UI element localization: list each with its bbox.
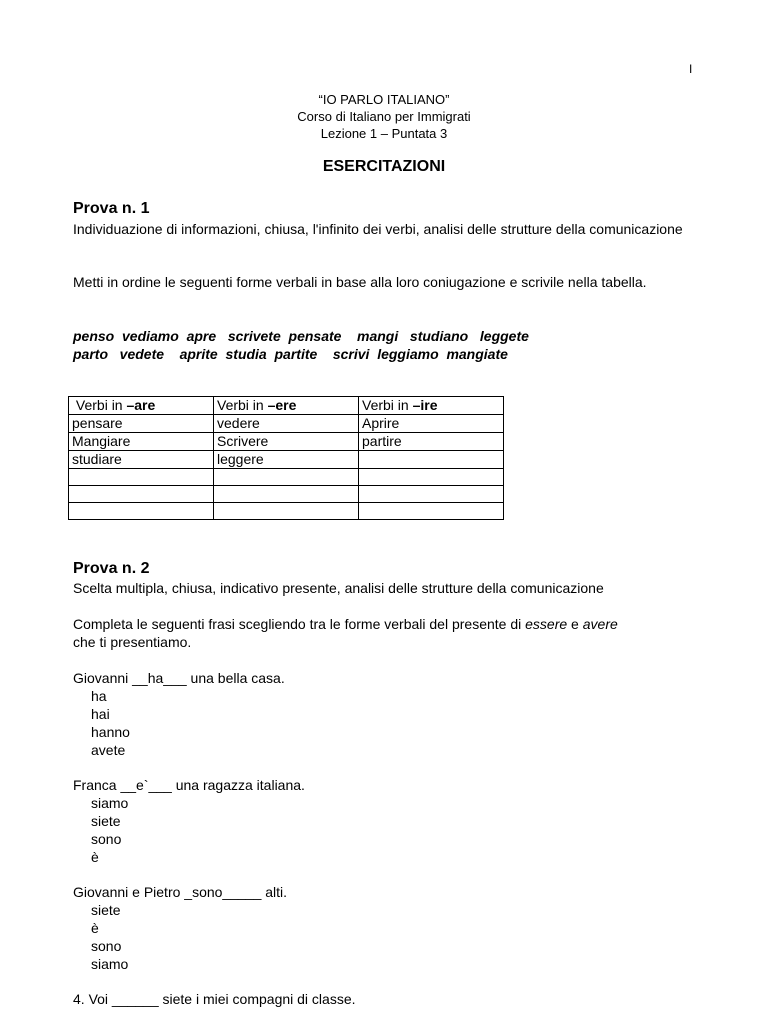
prova-1-instruction: Metti in ordine le seguenti forme verbali in base alla loro coniugazione e scrivile nella tabella. [73, 274, 647, 290]
option: sono [91, 831, 122, 847]
table-cell [359, 503, 504, 520]
option: siamo [91, 795, 129, 811]
table-header-row [69, 397, 504, 415]
header-are: Verbi in –are [69, 397, 214, 415]
table-row [69, 433, 504, 451]
option: sono [91, 938, 122, 954]
question-3: Giovanni e Pietro _sono_____ alti. [73, 884, 288, 900]
question-2: Franca __e`___ una ragazza italiana. [73, 777, 305, 793]
table-row [69, 415, 504, 433]
option: hanno [91, 724, 130, 740]
table-row [69, 486, 504, 503]
option: hai [91, 706, 110, 722]
table-row [69, 451, 504, 469]
prova-2-heading: Prova n. 2 [73, 560, 150, 577]
verb-table [68, 396, 504, 520]
header-ire: Verbi in –ire [359, 397, 504, 415]
verbs-line-1: penso vediamo apre scrivete pensate mangi studiano leggete [73, 328, 529, 344]
table-cell: Mangiare [69, 433, 214, 451]
table-row [69, 469, 504, 486]
header-ere: Verbi in –ere [214, 397, 359, 415]
prova-2-instruction-cont: che ti presentiamo. [73, 634, 192, 650]
table-cell [69, 469, 214, 486]
table-cell [214, 503, 359, 520]
option: siamo [91, 956, 129, 972]
table-cell [214, 486, 359, 503]
prova-2-instruction: Completa le seguenti frasi scegliendo tra le forme verbali del presente di essere e avere [73, 616, 618, 632]
table-cell [359, 451, 504, 469]
table-cell: partire [359, 433, 504, 451]
option: siete [91, 813, 121, 829]
option: è [91, 849, 99, 865]
table-cell [359, 486, 504, 503]
table-cell [214, 469, 359, 486]
option: avete [91, 742, 126, 758]
table-cell [69, 503, 214, 520]
option: ha [91, 688, 107, 704]
verbs-line-2: parto vedete aprite studia partite scrivi leggiamo mangiate [73, 346, 508, 362]
table-cell [359, 469, 504, 486]
page-number: I [689, 62, 693, 76]
option: siete [91, 902, 121, 918]
prova-1-description: Individuazione di informazioni, chiusa, l'infinito dei verbi, analisi delle strutture della comunicazione [73, 221, 683, 237]
question-1: Giovanni __ha___ una bella casa. [73, 670, 285, 686]
header-line-1: “IO PARLO ITALIANO” [318, 92, 450, 107]
table-cell [69, 486, 214, 503]
table-row [69, 503, 504, 520]
header-line-3: Lezione 1 – Puntata 3 [320, 126, 448, 141]
table-cell: pensare [69, 415, 214, 433]
table-cell: leggere [214, 451, 359, 469]
table-cell: Scrivere [214, 433, 359, 451]
table-cell: Aprire [359, 415, 504, 433]
header-line-2: Corso di Italiano per Immigrati [297, 109, 471, 124]
table-cell: studiare [69, 451, 214, 469]
prova-2-description: Scelta multipla, chiusa, indicativo presente, analisi delle strutture della comunicazione [73, 580, 604, 596]
table-cell: vedere [214, 415, 359, 433]
question-4: 4. Voi ______ siete i miei compagni di classe. [73, 991, 356, 1007]
page-title: ESERCITAZIONI [322, 158, 446, 175]
option: è [91, 920, 99, 936]
prova-1-heading: Prova n. 1 [73, 200, 150, 217]
